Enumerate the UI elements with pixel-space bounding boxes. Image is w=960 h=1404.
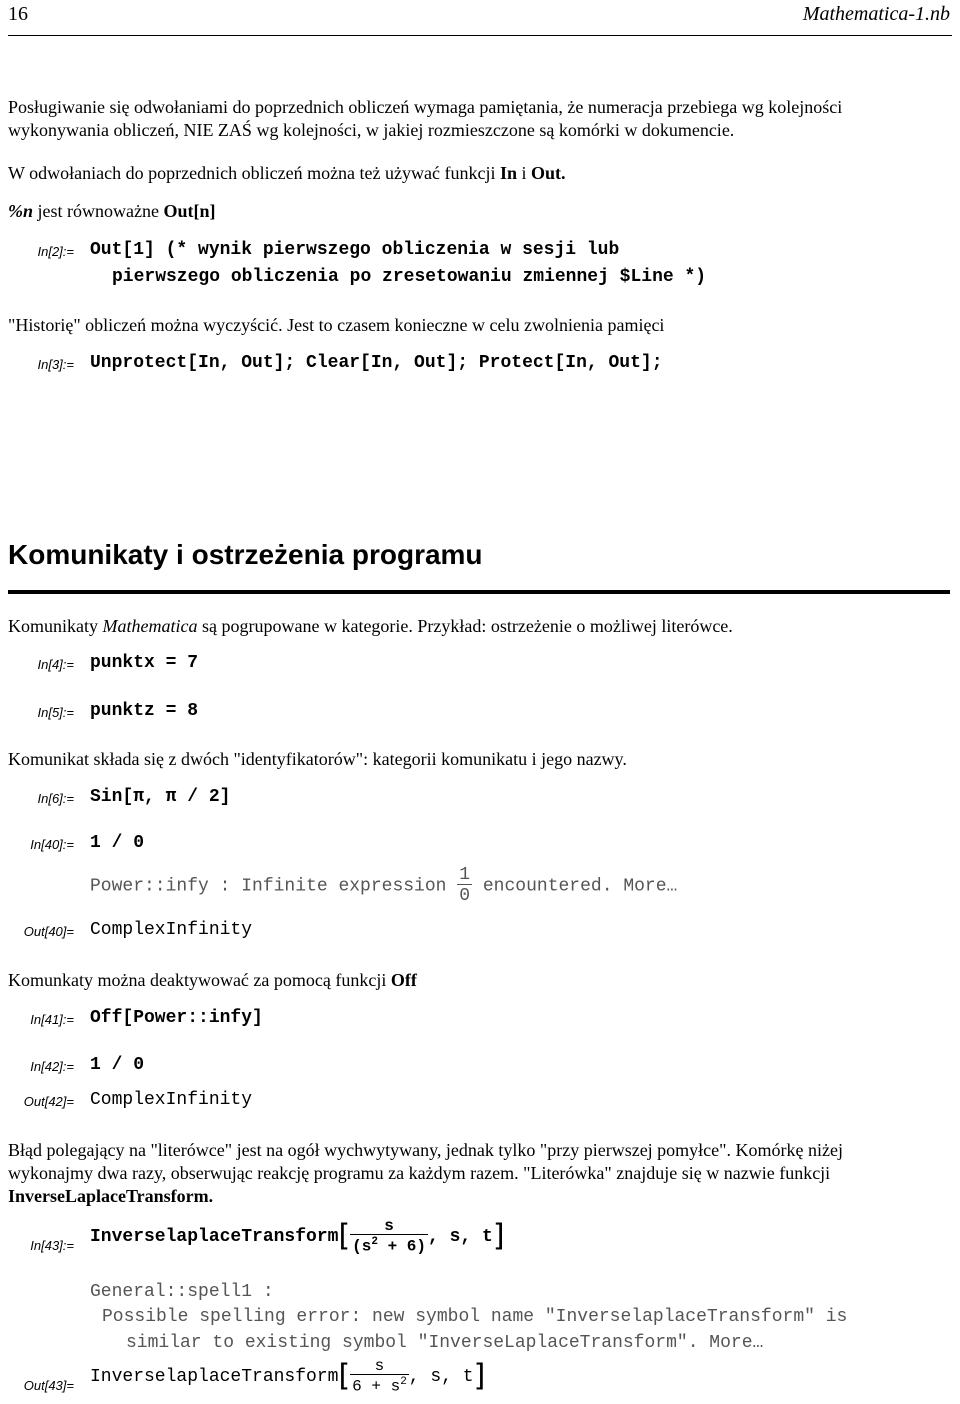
- notebook-title: Mathematica-1.nb: [802, 3, 950, 25]
- output-cell-out40: ComplexInfinity: [90, 920, 253, 940]
- right-bracket: ]: [492, 1218, 505, 1254]
- percent-n: %n: [8, 201, 34, 221]
- message-text: Power::infy : Infinite expression: [90, 876, 458, 897]
- page-number: 16: [8, 3, 28, 25]
- exponent: 2: [371, 1236, 378, 1248]
- paragraph-percent-equivalence: [8, 200, 216, 223]
- more-link[interactable]: More…: [709, 1333, 764, 1353]
- fraction: [350, 1218, 428, 1254]
- output-label: Out[43]=: [23, 1378, 74, 1393]
- arguments: , s, t: [408, 1366, 474, 1387]
- input-cell-in41[interactable]: Off[Power::infy]: [90, 1008, 263, 1028]
- message-spell-line: Possible spelling error: new symbol name "InverselaplaceTransform" is: [102, 1307, 848, 1327]
- input-label: In[4]:=: [37, 657, 74, 672]
- left-bracket: [: [338, 1218, 351, 1254]
- paragraph-line: InverseLaplaceTransform.: [8, 1186, 214, 1206]
- input-label: In[2]:=: [37, 244, 74, 259]
- paragraph-line: Posługiwanie się odwołaniami do poprzednich obliczeń wymaga pamiętania, że numeracja przebiega wg kolejności: [8, 97, 843, 117]
- text-span: i: [517, 163, 532, 183]
- input-cell-in2[interactable]: Out[1] (* wynik pierwszego obliczenia w sesji lub: [90, 240, 620, 260]
- paragraph-in-out: [8, 162, 566, 185]
- paragraph-clear-history: "Historię" obliczeń można wyczyścić. Jest to czasem konieczne w celu zwolnienia pamięci: [8, 315, 665, 335]
- section-title: Komunikaty i ostrzeżenia programu: [8, 539, 483, 570]
- fraction: [350, 1358, 409, 1394]
- paragraph-message-groups: [8, 615, 733, 638]
- denominator-text: 6 + s: [352, 1377, 401, 1396]
- out-n: Out[n]: [163, 201, 216, 221]
- in-function-name: In: [499, 163, 517, 183]
- off-function-name: Off: [390, 970, 417, 990]
- fraction-denominator: [350, 1374, 409, 1394]
- function-name: InverselaplaceTransform: [90, 1226, 339, 1247]
- message-text: similar to existing symbol "InverseLaplaceTransform".: [126, 1333, 710, 1353]
- fraction-numerator: 1: [459, 865, 471, 885]
- fraction-numerator: s: [384, 1217, 394, 1235]
- output-cell-out42: ComplexInfinity: [90, 1090, 253, 1110]
- paragraph-line: wykonajmy dwa razy, obserwując reakcję programu za każdym razem. "Literówka" znajduje się w nazwie funkcji: [8, 1163, 831, 1183]
- text-span: Komunkaty można deaktywować za pomocą funkcji: [8, 970, 391, 990]
- fraction-numerator: s: [374, 1357, 385, 1375]
- input-cell-in42[interactable]: 1 / 0: [90, 1055, 145, 1075]
- input-cell-in4[interactable]: punktx = 7: [90, 653, 199, 673]
- output-label: Out[42]=: [23, 1094, 74, 1109]
- paragraph-line: wykonywania obliczeń, NIE ZAŚ wg kolejności, w jakiej rozmieszczone są komórki w dokumencie.: [8, 120, 735, 140]
- input-label: In[3]:=: [37, 357, 74, 372]
- input-cell-in40[interactable]: 1 / 0: [90, 833, 145, 853]
- right-bracket: ]: [473, 1358, 486, 1394]
- text-span: są pogrupowane w kategorie. Przykład: ostrzeżenie o możliwej literówce.: [197, 616, 733, 636]
- header-divider: [8, 35, 952, 36]
- input-label: In[41]:=: [30, 1012, 74, 1027]
- output-cell-out43: [90, 1358, 485, 1394]
- message-spell-head: General::spell1 :: [90, 1282, 274, 1302]
- mathematica-name: Mathematica: [102, 616, 198, 636]
- input-label: In[40]:=: [30, 837, 74, 852]
- denominator-text: (s: [352, 1237, 372, 1256]
- exponent: 2: [400, 1376, 407, 1388]
- message-text: encountered.: [472, 876, 624, 897]
- function-name: InverselaplaceTransform: [90, 1366, 339, 1387]
- fraction-denominator: [350, 1234, 428, 1254]
- fraction: [457, 866, 472, 905]
- left-bracket: [: [338, 1358, 351, 1394]
- input-cell-in6[interactable]: Sin[π, π / 2]: [90, 787, 231, 807]
- input-label: In[5]:=: [37, 705, 74, 720]
- input-cell-in5[interactable]: punktz = 8: [90, 701, 199, 721]
- input-label: In[6]:=: [37, 791, 74, 806]
- input-label: In[42]:=: [30, 1059, 74, 1074]
- message-power-infy: [90, 866, 677, 905]
- denominator-text: + 6): [377, 1237, 426, 1256]
- text-span: Komunikaty: [8, 616, 103, 636]
- input-label: In[43]:=: [30, 1238, 74, 1253]
- text-span: jest równoważne: [33, 201, 164, 221]
- text-span: W odwołaniach do poprzednich obliczeń można też używać funkcji: [8, 163, 500, 183]
- arguments: , s, t: [428, 1226, 493, 1247]
- input-cell-in2-continuation[interactable]: pierwszego obliczenia po zresetowaniu zmiennej $Line *): [112, 267, 707, 287]
- out-function-name: Out.: [531, 163, 566, 183]
- paragraph-spelling-error: [8, 1139, 843, 1208]
- more-link[interactable]: More…: [623, 876, 678, 897]
- output-label: Out[40]=: [23, 924, 74, 939]
- section-divider: [8, 590, 950, 594]
- paragraph-off-function: [8, 969, 417, 992]
- paragraph-message-identifiers: Komunikat składa się z dwóch "identyfikatorów": kategorii komunikatu i jego nazwy.: [8, 749, 627, 769]
- fraction-denominator: 0: [459, 886, 471, 906]
- paragraph-numbering-note: [8, 96, 842, 142]
- input-cell-in3[interactable]: Unprotect[In, Out]; Clear[In, Out]; Protect[In, Out];: [90, 353, 663, 373]
- paragraph-line: Błąd polegający na "literówce" jest na ogół wychwytywany, jednak tylko "przy pierwszej pomyłce". Komórkę niżej: [8, 1140, 843, 1160]
- message-spell-line: [126, 1333, 763, 1353]
- input-cell-in43[interactable]: [90, 1218, 505, 1254]
